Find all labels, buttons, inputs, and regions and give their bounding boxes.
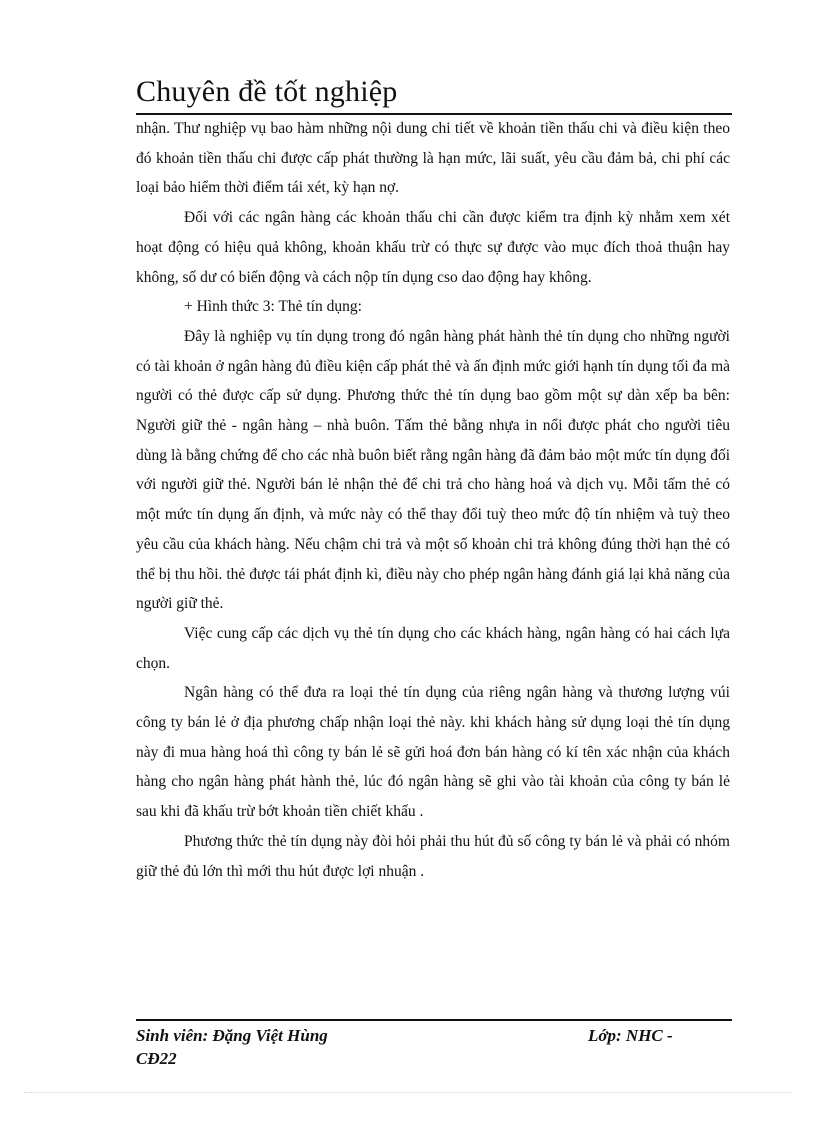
page-edge-divider xyxy=(24,1092,792,1093)
paragraph-card-service-options: Việc cung cấp các dịch vụ thẻ tín dụng cho các khách hàng, ngân hàng có hai cách lựa chọn. xyxy=(136,624,730,672)
section-heading-credit-card: + Hình thức 3: Thẻ tín dụng: xyxy=(184,298,362,316)
paragraph-overdraft-contract: nhận. Thư nghiệp vụ bao hàm những nội dung chi tiết về khoản tiền thấu chi và điều kiện theo đó khoản tiền thấu chi được cấp phát thường là hạn mức, lãi suất, yêu cầu đảm bả, chi phí các loại bảo hiểm thời điểm tái xét, kỳ hạn nợ. xyxy=(136,120,730,197)
paragraph-bank-own-card: Ngân hàng có thể đưa ra loại thẻ tín dụng của riêng ngân hàng và thương lượng vúi công ty bán lẻ ở địa phương chấp nhận loại thẻ này. khi khách hàng sử dụng loại thẻ tín dụng này đi mua hàng hoá thì công ty bán lẻ sẽ gửi hoá đơn bán hàng có kí tên xác nhận của khách hàng cho ngân hàng phát hành thẻ, lúc đó ngân hàng sẽ ghi vào tài khoản của công ty bán lẻ sau khi đã khấu trừ bớt khoản tiền chiết khấu . xyxy=(136,684,730,821)
footer-student-name: Sinh viên: Đặng Việt Hùng xyxy=(136,1026,328,1045)
paragraph-credit-card-definition: Đây là nghiệp vụ tín dụng trong đó ngân hàng phát hành thẻ tín dụng cho những người có tài khoản ở ngân hàng đủ điều kiện cấp phát thẻ và ấn định mức giới hạnh tín dụng tối đa mà người có thẻ được cấp sử dụng. Phương thức thẻ tín dụng bao gồm một sự dàn xếp ba bên: Người giữ thẻ - ngân hàng – nhà buôn. Tấm thẻ bằng nhựa in nổi được phát cho người tiêu dùng là bằng chứng để cho các nhà buôn biết rằng ngân hàng đã đảm bảo một mức tín dụng đối với người giữ thẻ. Người bán lẻ nhận thẻ để chi trả cho hàng hoá và dịch vụ. Mỗi tấm thẻ có một mức tín dụng ấn định, và mức này có thể thay đổi tuỳ theo mức độ tín nhiệm và tuỳ theo yêu cầu của khách hàng. Nếu chậm chi trả và một số khoản chi trả không đúng thời hạn thẻ có thể bị thu hồi. thẻ được tái phát định kì, điều này cho phép ngân hàng đánh giá lại khả năng của người giữ thẻ. xyxy=(136,327,730,613)
footer-class-code: CĐ22 xyxy=(136,1049,177,1068)
footer-divider xyxy=(136,1019,732,1021)
paragraph-card-requirements: Phương thức thẻ tín dụng này đòi hỏi phải thu hút đủ số công ty bán lẻ và phải có nhóm giữ thẻ đủ lớn thì mới thu hút được lợi nhuận . xyxy=(136,832,730,880)
page-title: Chuyên đề tốt nghiệp xyxy=(136,75,398,108)
document-body xyxy=(136,114,730,886)
paragraph-overdraft-review: Đối với các ngân hàng các khoản thấu chi cần được kiểm tra định kỳ nhằm xem xét hoạt động có hiệu quả không, khoản khấu trừ có thực sự được vào mục đích thoả thuận hay không, số dư có biến động và cách nộp tín dụng cso dao động hay không. xyxy=(136,209,730,286)
footer-class-label: Lớp: NHC - xyxy=(588,1026,673,1045)
